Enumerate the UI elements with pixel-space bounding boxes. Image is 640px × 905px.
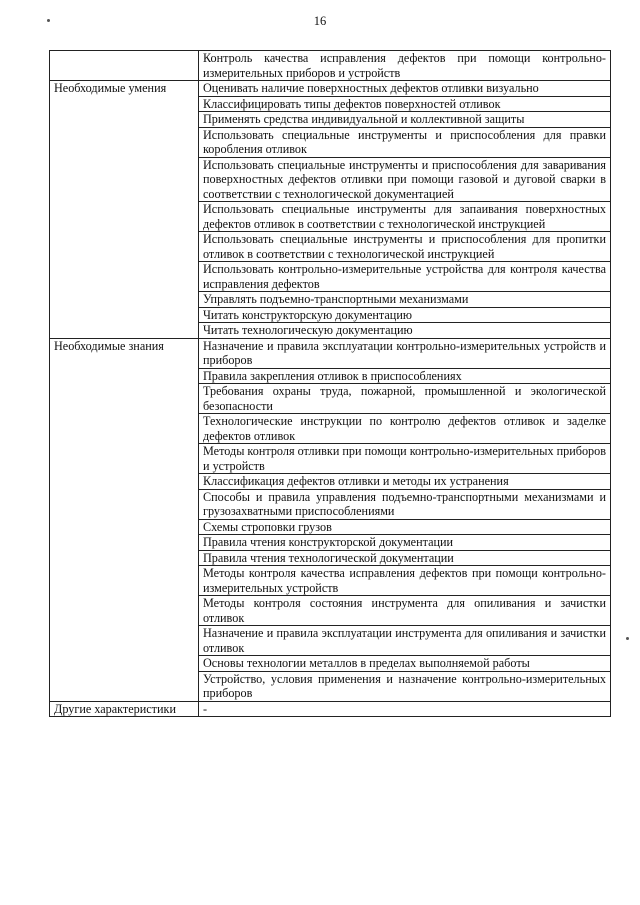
requirement-cell: Использовать специальные инструменты и приспособления для заваривания поверхностных дефектов отливки при помощи газовой и дуговой сварки в соответствии с технологической документацией — [199, 157, 611, 202]
requirement-cell: Назначение и правила эксплуатации инструмента для опиливания и зачистки отливок — [199, 626, 611, 656]
requirement-cell: Схемы строповки грузов — [199, 519, 611, 535]
section-label: Другие характеристики — [50, 701, 199, 717]
requirement-cell: Использовать контрольно-измерительные устройства для контроля качества исправления дефектов — [199, 262, 611, 292]
requirement-cell: Использовать специальные инструменты и приспособления для правки коробления отливок — [199, 127, 611, 157]
requirement-cell: Назначение и правила эксплуатации контрольно-измерительных устройств и приборов — [199, 338, 611, 368]
scan-speck — [626, 637, 629, 640]
section-label: Необходимые умения — [50, 81, 199, 339]
requirement-cell: Основы технологии металлов в пределах выполняемой работы — [199, 656, 611, 672]
requirement-cell: Использовать специальные инструменты и приспособления для пропитки отливок в соответствии с технологической инструкцией — [199, 232, 611, 262]
section-label: Необходимые знания — [50, 338, 199, 701]
requirement-cell: Методы контроля отливки при помощи контрольно-измерительных приборов и устройств — [199, 444, 611, 474]
requirement-cell: Применять средства индивидуальной и коллективной защиты — [199, 112, 611, 128]
requirement-cell: - — [199, 701, 611, 717]
requirement-cell: Классификация дефектов отливки и методы их устранения — [199, 474, 611, 490]
table-row — [50, 701, 611, 717]
table-row — [50, 338, 611, 368]
requirement-cell: Правила чтения технологической документации — [199, 550, 611, 566]
requirement-cell: Методы контроля состояния инструмента для опиливания и зачистки отливок — [199, 596, 611, 626]
requirement-cell: Требования охраны труда, пожарной, промышленной и экологической безопасности — [199, 384, 611, 414]
requirements-table — [49, 50, 611, 717]
requirement-cell: Технологические инструкции по контролю дефектов отливок и заделке дефектов отливок — [199, 414, 611, 444]
requirement-cell: Использовать специальные инструменты для запаивания поверхностных дефектов отливок в соответствии с технологической инструкцией — [199, 202, 611, 232]
requirement-cell: Классифицировать типы дефектов поверхностей отливок — [199, 96, 611, 112]
table-body — [50, 51, 611, 717]
requirement-cell: Правила чтения конструкторской документации — [199, 535, 611, 551]
requirement-cell: Читать конструкторскую документацию — [199, 307, 611, 323]
requirement-cell: Управлять подъемно-транспортными механизмами — [199, 292, 611, 308]
requirement-cell: Читать технологическую документацию — [199, 323, 611, 339]
table-row — [50, 51, 611, 81]
table-row — [50, 81, 611, 97]
requirement-cell: Устройство, условия применения и назначение контрольно-измерительных приборов — [199, 671, 611, 701]
section-label — [50, 51, 199, 81]
requirement-cell: Контроль качества исправления дефектов при помощи контрольно-измерительных приборов и устройств — [199, 51, 611, 81]
page-number: 16 — [313, 14, 327, 28]
requirement-cell: Методы контроля качества исправления дефектов при помощи контрольно-измерительных устройств — [199, 566, 611, 596]
requirement-cell: Правила закрепления отливок в приспособлениях — [199, 368, 611, 384]
requirement-cell: Способы и правила управления подъемно-транспортными механизмами и грузозахватными приспособлениями — [199, 489, 611, 519]
scan-speck — [47, 19, 50, 22]
requirement-cell: Оценивать наличие поверхностных дефектов отливки визуально — [199, 81, 611, 97]
